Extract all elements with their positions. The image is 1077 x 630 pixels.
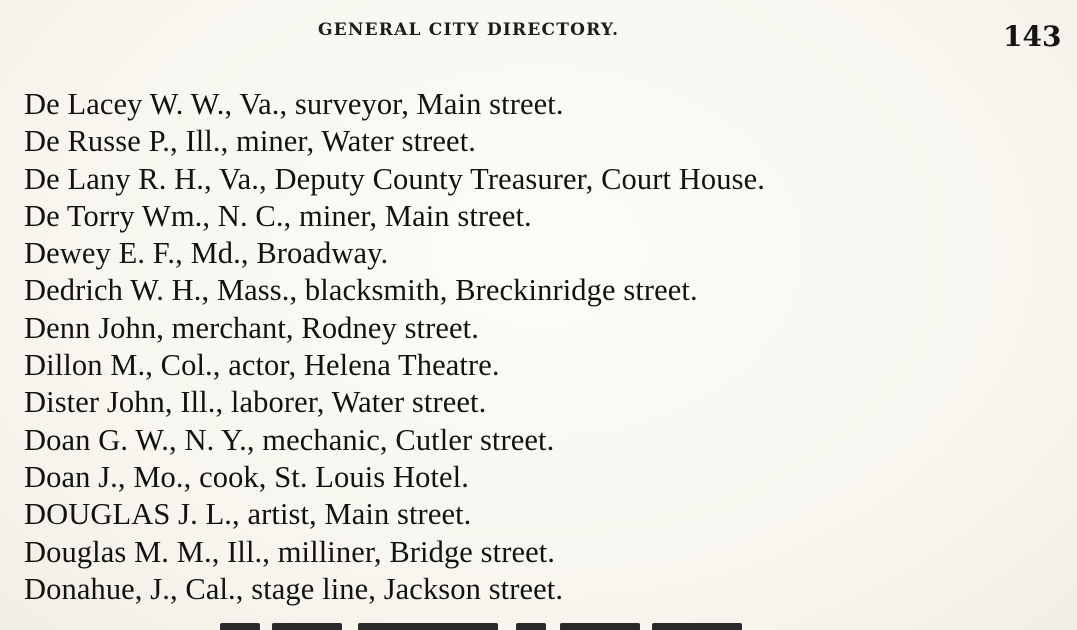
directory-entry: Dillon M., Col., actor, Helena Theatre. (24, 348, 500, 383)
running-head: GENERAL CITY DIRECTORY. (318, 20, 620, 40)
directory-entry: Denn John, merchant, Rodney street. (24, 310, 479, 345)
directory-entry: Dister John, Ill., laborer, Water street. (24, 385, 487, 420)
directory-entry: Donahue, J., Cal., stage line, Jackson street. (24, 571, 564, 606)
directory-entry: Doan G. W., N. Y., mechanic, Cutler street. (24, 422, 555, 457)
cut-off-text-line (40, 617, 820, 630)
page-number: 143 (1003, 20, 1062, 53)
directory-entry: Dedrich W. H., Mass., blacksmith, Breckinridge street. (24, 273, 698, 308)
directory-entry: De Lany R. H., Va., Deputy County Treasurer, Court House. (24, 161, 765, 196)
directory-entry: De Lacey W. W., Va., surveyor, Main street. (24, 87, 564, 121)
directory-entry: Douglas M. M., Ill., milliner, Bridge street. (24, 534, 556, 569)
directory-entry: Dewey E. F., Md., Broadway. (24, 236, 389, 271)
directory-entries (24, 86, 765, 608)
directory-entry: DOUGLAS J. L., artist, Main street. (24, 497, 472, 532)
directory-entry: Doan J., Mo., cook, St. Louis Hotel. (24, 459, 469, 494)
directory-entry: De Torry Wm., N. C., miner, Main street. (24, 198, 532, 233)
directory-entry: De Russe P., Ill., miner, Water street. (24, 124, 476, 159)
